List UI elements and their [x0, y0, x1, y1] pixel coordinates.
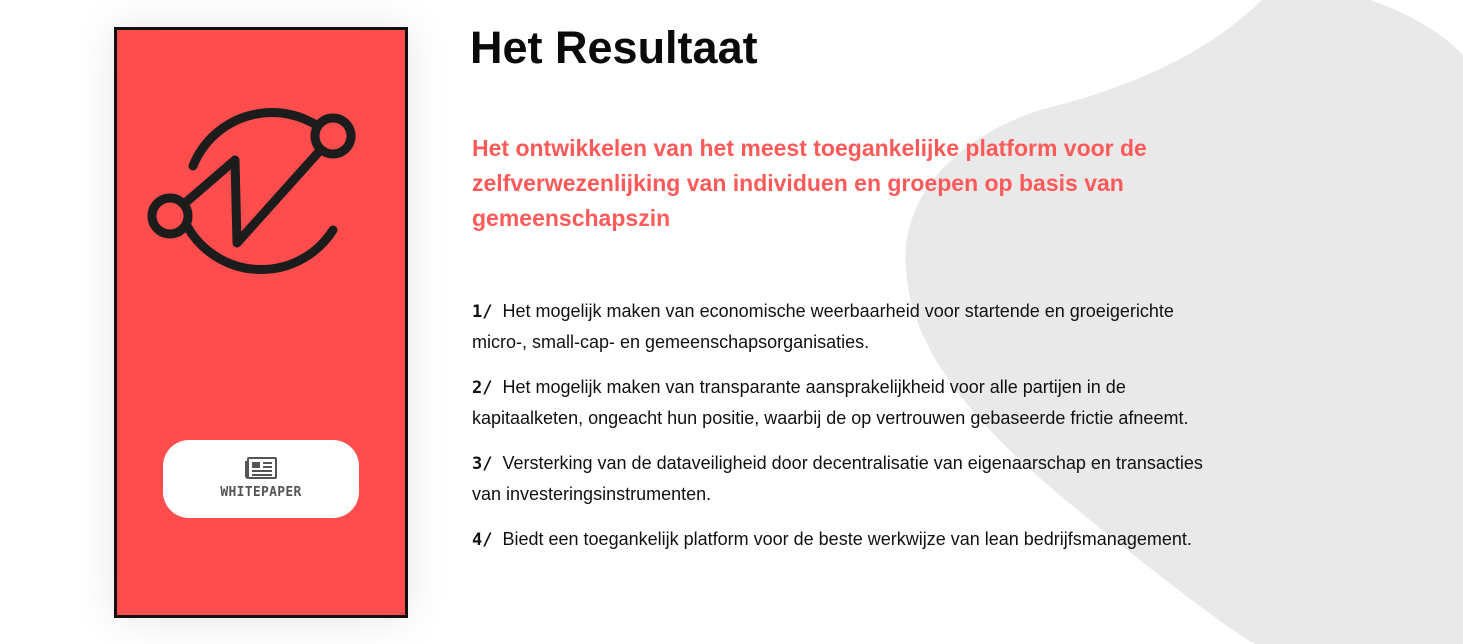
item-text: Biedt een toegankelijk platform voor de beste werkwijze van lean bedrijfsmanagement. [502, 529, 1192, 549]
list-item [472, 296, 1222, 357]
list-item [472, 448, 1222, 509]
list-item [472, 524, 1222, 555]
whitepaper-button[interactable] [163, 440, 359, 518]
item-text: Het mogelijk maken van transparante aansprakelijkheid voor alle partijen in de kapitaalketen, ongeacht hun positie, waarbij de op vertrouwen gebaseerde frictie afneemt. [472, 377, 1189, 428]
item-number: 3/ [472, 454, 493, 474]
item-text: Het mogelijk maken van economische weerbaarheid voor startende en groeigerichte micro-, small-cap- en gemeenschapsorganisaties. [472, 301, 1174, 352]
circle-n-nodes-logo [139, 78, 385, 298]
whitepaper-label: WHITEPAPER [220, 485, 302, 500]
result-list [472, 296, 1222, 570]
item-number: 4/ [472, 530, 493, 550]
mission-statement: Het ontwikkelen van het meest toegankelijke platform voor de zelfverwezenlijking van individuen en groepen op basis van gemeenschapszin [472, 135, 1147, 231]
item-number: 1/ [472, 302, 493, 322]
item-number: 2/ [472, 378, 493, 398]
list-item [472, 372, 1222, 433]
page-title: Het Resultaat [470, 22, 758, 73]
item-text: Versterking van de dataveiligheid door decentralisatie van eigenaarschap en transacties van investeringsinstrumenten. [472, 453, 1203, 504]
product-card [114, 27, 408, 618]
newspaper-icon [244, 456, 278, 480]
